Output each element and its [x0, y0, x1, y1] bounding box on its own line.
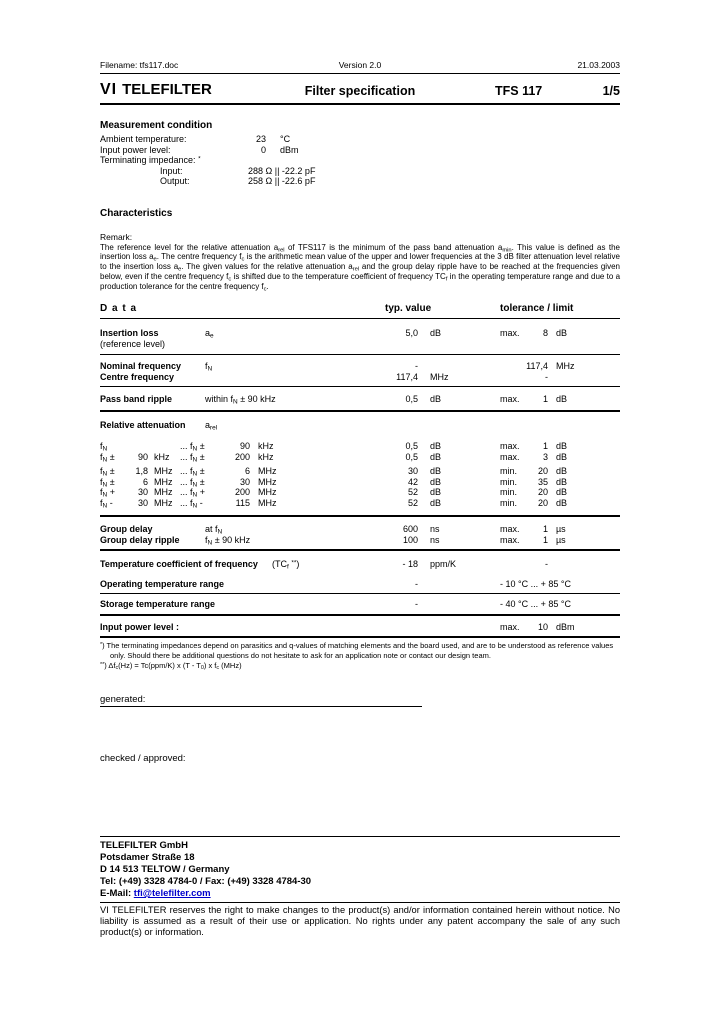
attn-range-end-unit: MHz [258, 476, 277, 487]
ambient-temperature-row [100, 134, 620, 145]
group-delay-ripple-tol-prefix: max. [500, 534, 520, 545]
attn-typ: 52 [407, 487, 418, 498]
table-divider [100, 593, 620, 594]
group-delay-ripple-typ-unit: ns [430, 534, 440, 545]
nominal-frequency-symbol: $f_N$ [205, 361, 213, 373]
logo-mark: VI [100, 81, 118, 98]
group-delay-tol-value: 1 [542, 524, 548, 535]
column-header-tolerance: tolerance / limit [500, 303, 574, 315]
pass-band-ripple-tol-value: 1 [542, 394, 548, 405]
group-delay-tol-prefix: max. [500, 524, 520, 535]
attn-range-start-unit: MHz [154, 487, 173, 498]
attn-tol-value: 1 [542, 441, 548, 452]
footer-divider [100, 902, 620, 903]
attn-typ-unit: dB [430, 497, 442, 508]
impedance-input-row [100, 166, 620, 177]
attn-typ: 0,5 [405, 441, 418, 452]
data-table [100, 303, 620, 638]
row-insertion-loss [100, 328, 620, 339]
row-nominal-frequency [100, 361, 620, 372]
attn-range-end: ... $f_N$ ± [180, 441, 205, 453]
centre-frequency-typ-unit: MHz [430, 371, 449, 382]
attn-range-start-unit: MHz [154, 497, 173, 508]
input-power-label: Input power level: [100, 144, 171, 155]
operating-temperature-range: - 10 °C ... + 85 °C [500, 578, 571, 589]
input-power-level-tol-prefix: max. [500, 621, 520, 632]
table-divider [100, 410, 620, 412]
attn-tol-unit: dB [556, 466, 568, 477]
attn-range-end: ... $f_N$ ± [180, 466, 205, 478]
header-divider [100, 103, 620, 105]
version-label: Version 2.0 [338, 60, 382, 70]
impedance-output-label: Output: [160, 176, 190, 186]
input-power-row [100, 145, 620, 156]
attn-range-end-unit: MHz [258, 497, 277, 508]
group-delay-condition: at $f_N$ [205, 524, 223, 536]
attenuation-row [100, 466, 620, 477]
impedance-output-row [100, 176, 620, 187]
column-header-typ-value: typ. value [385, 303, 432, 315]
attn-tol-value: 20 [537, 487, 548, 498]
attn-tol-unit: dB [556, 451, 568, 462]
filename-label: Filename: tfs117.doc [100, 60, 179, 70]
attn-typ-unit: dB [430, 451, 442, 462]
attn-tol-unit: dB [556, 497, 568, 508]
attn-range-end: ... $f_N$ - [180, 497, 203, 510]
attn-range-start-unit: MHz [154, 476, 173, 487]
insertion-loss-subname: (reference level) [100, 338, 166, 349]
attn-range-end-value: 6 [244, 466, 250, 477]
logo-text: TELEFILTER [122, 81, 212, 98]
row-relative-attenuation [100, 420, 620, 431]
group-delay-ripple-tol-value: 1 [542, 534, 548, 545]
temperature-coefficient-typ: - 18 [402, 559, 418, 570]
attn-range-end: ... $f_N$ + [180, 487, 205, 499]
attn-typ-unit: dB [430, 487, 442, 498]
ambient-temperature-unit: °C [280, 134, 291, 144]
attn-range-end-unit: kHz [258, 451, 274, 462]
impedance-input-value: 288 Ω || -22.2 pF [248, 165, 316, 176]
row-storage-temperature [100, 599, 620, 610]
attn-typ: 0,5 [405, 451, 418, 462]
attn-range-start: $f_N$ ± [100, 476, 115, 489]
centre-frequency-tol: - [545, 371, 548, 382]
document-header [100, 79, 620, 103]
input-power-unit: dBm [280, 144, 299, 155]
part-number: TFS 117 [495, 84, 543, 98]
insertion-loss-typ-unit: dB [430, 328, 442, 339]
operating-temperature-typ: - [415, 578, 418, 589]
attn-typ: 30 [407, 466, 418, 477]
attn-tol-prefix: min. [500, 476, 518, 487]
attn-range-end-unit: MHz [258, 466, 277, 477]
group-delay-ripple-typ: 100 [402, 534, 418, 545]
pass-band-ripple-tol-unit: dB [556, 394, 568, 405]
attn-typ: 42 [407, 476, 418, 487]
centre-frequency-name: Centre frequency [100, 371, 175, 382]
attn-tol-prefix: min. [500, 497, 518, 508]
row-centre-frequency [100, 372, 620, 383]
row-pass-band-ripple [100, 394, 620, 405]
ambient-temperature-value: 23 [255, 134, 266, 144]
group-delay-ripple-name: Group delay ripple [100, 534, 180, 545]
footnote-terminating-impedance: *) The terminating impedances depend on parasitics and q-values of matching elements and the board used, and are to be understood as reference values only. Should there be additional questions do not hesitate to ask for an application note or contact our design team. [100, 641, 614, 660]
impedance-output-value: 258 Ω || -22.6 pF [248, 176, 316, 186]
footnote-frequency-formula: **) $\Delta f_c(Hz) = Tc(ppm/K)$ x $(T - T_0)$ x $f_c$ (MHz) [100, 660, 242, 672]
group-delay-typ-unit: ns [430, 524, 440, 535]
table-divider [100, 386, 620, 387]
group-delay-tol-unit: µs [556, 524, 566, 535]
nominal-frequency-name: Nominal frequency [100, 361, 182, 372]
attenuation-row [100, 452, 620, 463]
attn-tol-prefix: max. [500, 451, 520, 462]
attenuation-row [100, 477, 620, 488]
row-insertion-loss-note [100, 339, 620, 350]
insertion-loss-tol-value: 8 [542, 328, 548, 339]
nominal-frequency-typ: - [415, 361, 418, 372]
attn-range-end: ... $f_N$ ± [180, 476, 205, 489]
terminating-impedance-label: Terminating impedance: * [100, 155, 201, 165]
group-delay-typ: 600 [402, 524, 418, 535]
footer [100, 836, 620, 938]
characteristics-section [100, 208, 620, 292]
attn-range-end-value: 200 [234, 451, 250, 462]
attn-typ: 52 [407, 497, 418, 508]
row-group-delay [100, 524, 620, 535]
header-meta-divider [100, 73, 620, 74]
attn-range-end-unit: kHz [258, 441, 274, 452]
table-divider [100, 614, 620, 616]
header-meta [100, 60, 620, 71]
attn-range-end-value: 30 [239, 476, 250, 487]
pass-band-ripple-condition: within $f_N \pm 90$ kHz [205, 394, 276, 406]
row-operating-temperature [100, 579, 620, 590]
row-temperature-coefficient [100, 559, 620, 570]
attn-range-start-unit: MHz [154, 466, 173, 477]
insertion-loss-tol-unit: dB [556, 328, 568, 339]
terminating-impedance-row [100, 155, 620, 166]
page-number: 1/5 [602, 84, 620, 98]
attenuation-row [100, 498, 620, 509]
group-delay-name: Group delay [100, 524, 153, 535]
email-label: E-Mail: [100, 888, 132, 899]
date-label: 21.03.2003 [577, 60, 620, 70]
pass-band-ripple-tol-prefix: max. [500, 394, 520, 405]
remark-label: Remark: [100, 231, 133, 242]
remark-paragraph: The reference level for the relative attenuation $a_{rel}$ of TFS117 is the minimum of the pass band attenuation $a_{min}$. This value is defined as the insertion loss $a_e$. The centre frequency $f_c$ is the arithmetic mean value of the upper and lower frequencies at the 3 dB filter attenuation level relative to the insertion loss $a_e$. The given values for the relative attenuation $a_{rel}$ and the group delay ripple have to be reached at the frequencies given below, even if the centre frequency $f_c$ is shifted due to the temperature coefficient of frequency $TC_f$ in the operating temperature range and due to a production tolerance for the centre frequency $f_c$. [100, 242, 621, 292]
operating-temperature-name: Operating temperature range [100, 578, 225, 589]
nominal-frequency-tol-value: 117,4 [526, 361, 548, 372]
attn-tol-prefix: min. [500, 466, 518, 477]
attn-tol-prefix: min. [500, 487, 518, 498]
measurement-heading: Measurement condition [100, 120, 213, 131]
attenuation-row [100, 487, 620, 498]
storage-temperature-typ: - [415, 599, 418, 610]
company-phone: Tel: (+49) 3328 4784-0 / Fax: (+49) 3328 4784-30 [100, 876, 312, 887]
company-email-row [100, 888, 620, 900]
attn-range-end-value: 115 [235, 497, 250, 508]
impedance-input-label: Input: [160, 165, 183, 176]
insertion-loss-name: Insertion loss [100, 328, 159, 339]
table-divider [100, 515, 620, 517]
attn-typ-unit: dB [430, 476, 442, 487]
storage-temperature-name: Storage temperature range [100, 599, 216, 610]
attn-range-end-value: 90 [239, 441, 250, 452]
attn-typ-unit: dB [430, 466, 442, 477]
attn-range-start-unit: kHz [154, 451, 170, 462]
attn-range-start-value: 30 [137, 487, 148, 498]
attn-tol-value: 35 [537, 476, 548, 487]
table-header-row [100, 303, 620, 315]
characteristics-heading: Characteristics [100, 207, 173, 219]
table-divider [100, 636, 620, 638]
attn-range-start-value: 1,8 [135, 466, 148, 477]
pass-band-ripple-name: Pass band ripple [100, 394, 173, 405]
input-power-level-tol-unit: dBm [556, 621, 575, 632]
attn-range-start: $f_N$ + [100, 487, 115, 499]
attenuation-row [100, 441, 620, 452]
attn-range-end: ... $f_N$ ± [180, 451, 205, 464]
company-address [100, 840, 620, 900]
insertion-loss-symbol: $a_e$ [205, 328, 214, 340]
input-power-level-name: Input power level : [100, 621, 180, 632]
relative-attenuation-name: Relative attenuation [100, 419, 186, 430]
company-logo [100, 81, 212, 99]
attn-range-end-unit: MHz [258, 487, 277, 498]
generated-field: generated: [100, 694, 422, 707]
document-title: Filter specification [304, 84, 416, 98]
attn-tol-prefix: max. [500, 441, 520, 452]
company-street: Potsdamer Straße 18 [100, 852, 195, 863]
pass-band-ripple-typ: 0,5 [405, 394, 418, 405]
temperature-coefficient-typ-unit: ppm/K [430, 559, 457, 570]
legal-disclaimer: VI TELEFILTER reserves the right to make changes to the product(s) and/or information contained herein without notice. No liability is assumed as a result of their use or application. No rights under any patent accompany the sale of any such product(s) or information. [100, 905, 620, 937]
input-power-value: 0 [260, 144, 266, 155]
checked-approved-field: checked / approved: [100, 753, 186, 764]
attn-range-start-value: 90 [137, 451, 148, 462]
attn-tol-unit: dB [556, 476, 568, 487]
company-city: D 14 513 TELTOW / Germany [100, 864, 230, 875]
insertion-loss-tol-prefix: max. [500, 328, 520, 339]
attn-range-start: $f_N$ - [100, 497, 113, 510]
relative-attenuation-symbol: $a_{rel}$ [205, 419, 218, 432]
attn-range-start: $f_N$ [100, 441, 108, 453]
attn-range-start-value [126, 441, 148, 452]
insertion-loss-typ: 5,0 [405, 328, 418, 339]
attn-range-start-value: 30 [137, 497, 148, 508]
temperature-coefficient-tol: - [545, 559, 548, 570]
table-divider [100, 549, 620, 551]
table-divider [100, 354, 620, 355]
row-group-delay-ripple [100, 535, 620, 546]
temperature-coefficient-name: Temperature coefficient of frequency [100, 559, 258, 570]
group-delay-ripple-condition: $f_N \pm 90$ kHz [205, 534, 251, 547]
measurement-rows [100, 134, 620, 187]
centre-frequency-typ: 117,4 [396, 371, 418, 382]
measurement-section [100, 120, 620, 187]
attn-tol-value: 20 [537, 497, 548, 508]
ambient-temperature-label: Ambient temperature: [100, 134, 187, 144]
row-input-power-level [100, 622, 620, 633]
attn-range-start-unit [148, 441, 180, 452]
attn-range-start: $f_N$ ± [100, 466, 115, 478]
pass-band-ripple-typ-unit: dB [430, 394, 442, 405]
input-power-level-tol-value: 10 [537, 621, 548, 632]
attn-range-start-value: 6 [142, 476, 148, 487]
company-name: TELEFILTER GmbH [100, 840, 188, 851]
storage-temperature-range: - 40 °C ... + 85 °C [500, 599, 571, 610]
column-header-data: D a t a [100, 303, 138, 315]
email-link[interactable]: tfi@telefilter.com [133, 888, 211, 899]
table-divider [100, 318, 620, 319]
group-delay-ripple-tol-unit: µs [556, 534, 566, 545]
attn-tol-unit: dB [556, 441, 568, 452]
attn-tol-value: 20 [537, 466, 548, 477]
temperature-coefficient-symbol: ($TC_f$ **) [272, 559, 300, 571]
attn-tol-value: 3 [542, 451, 548, 462]
nominal-frequency-tol-unit: MHz [556, 361, 575, 372]
attn-range-start: $f_N$ ± [100, 451, 115, 464]
attn-typ-unit: dB [430, 441, 442, 452]
attn-tol-unit: dB [556, 487, 568, 498]
attn-range-end-value: 200 [234, 487, 250, 498]
